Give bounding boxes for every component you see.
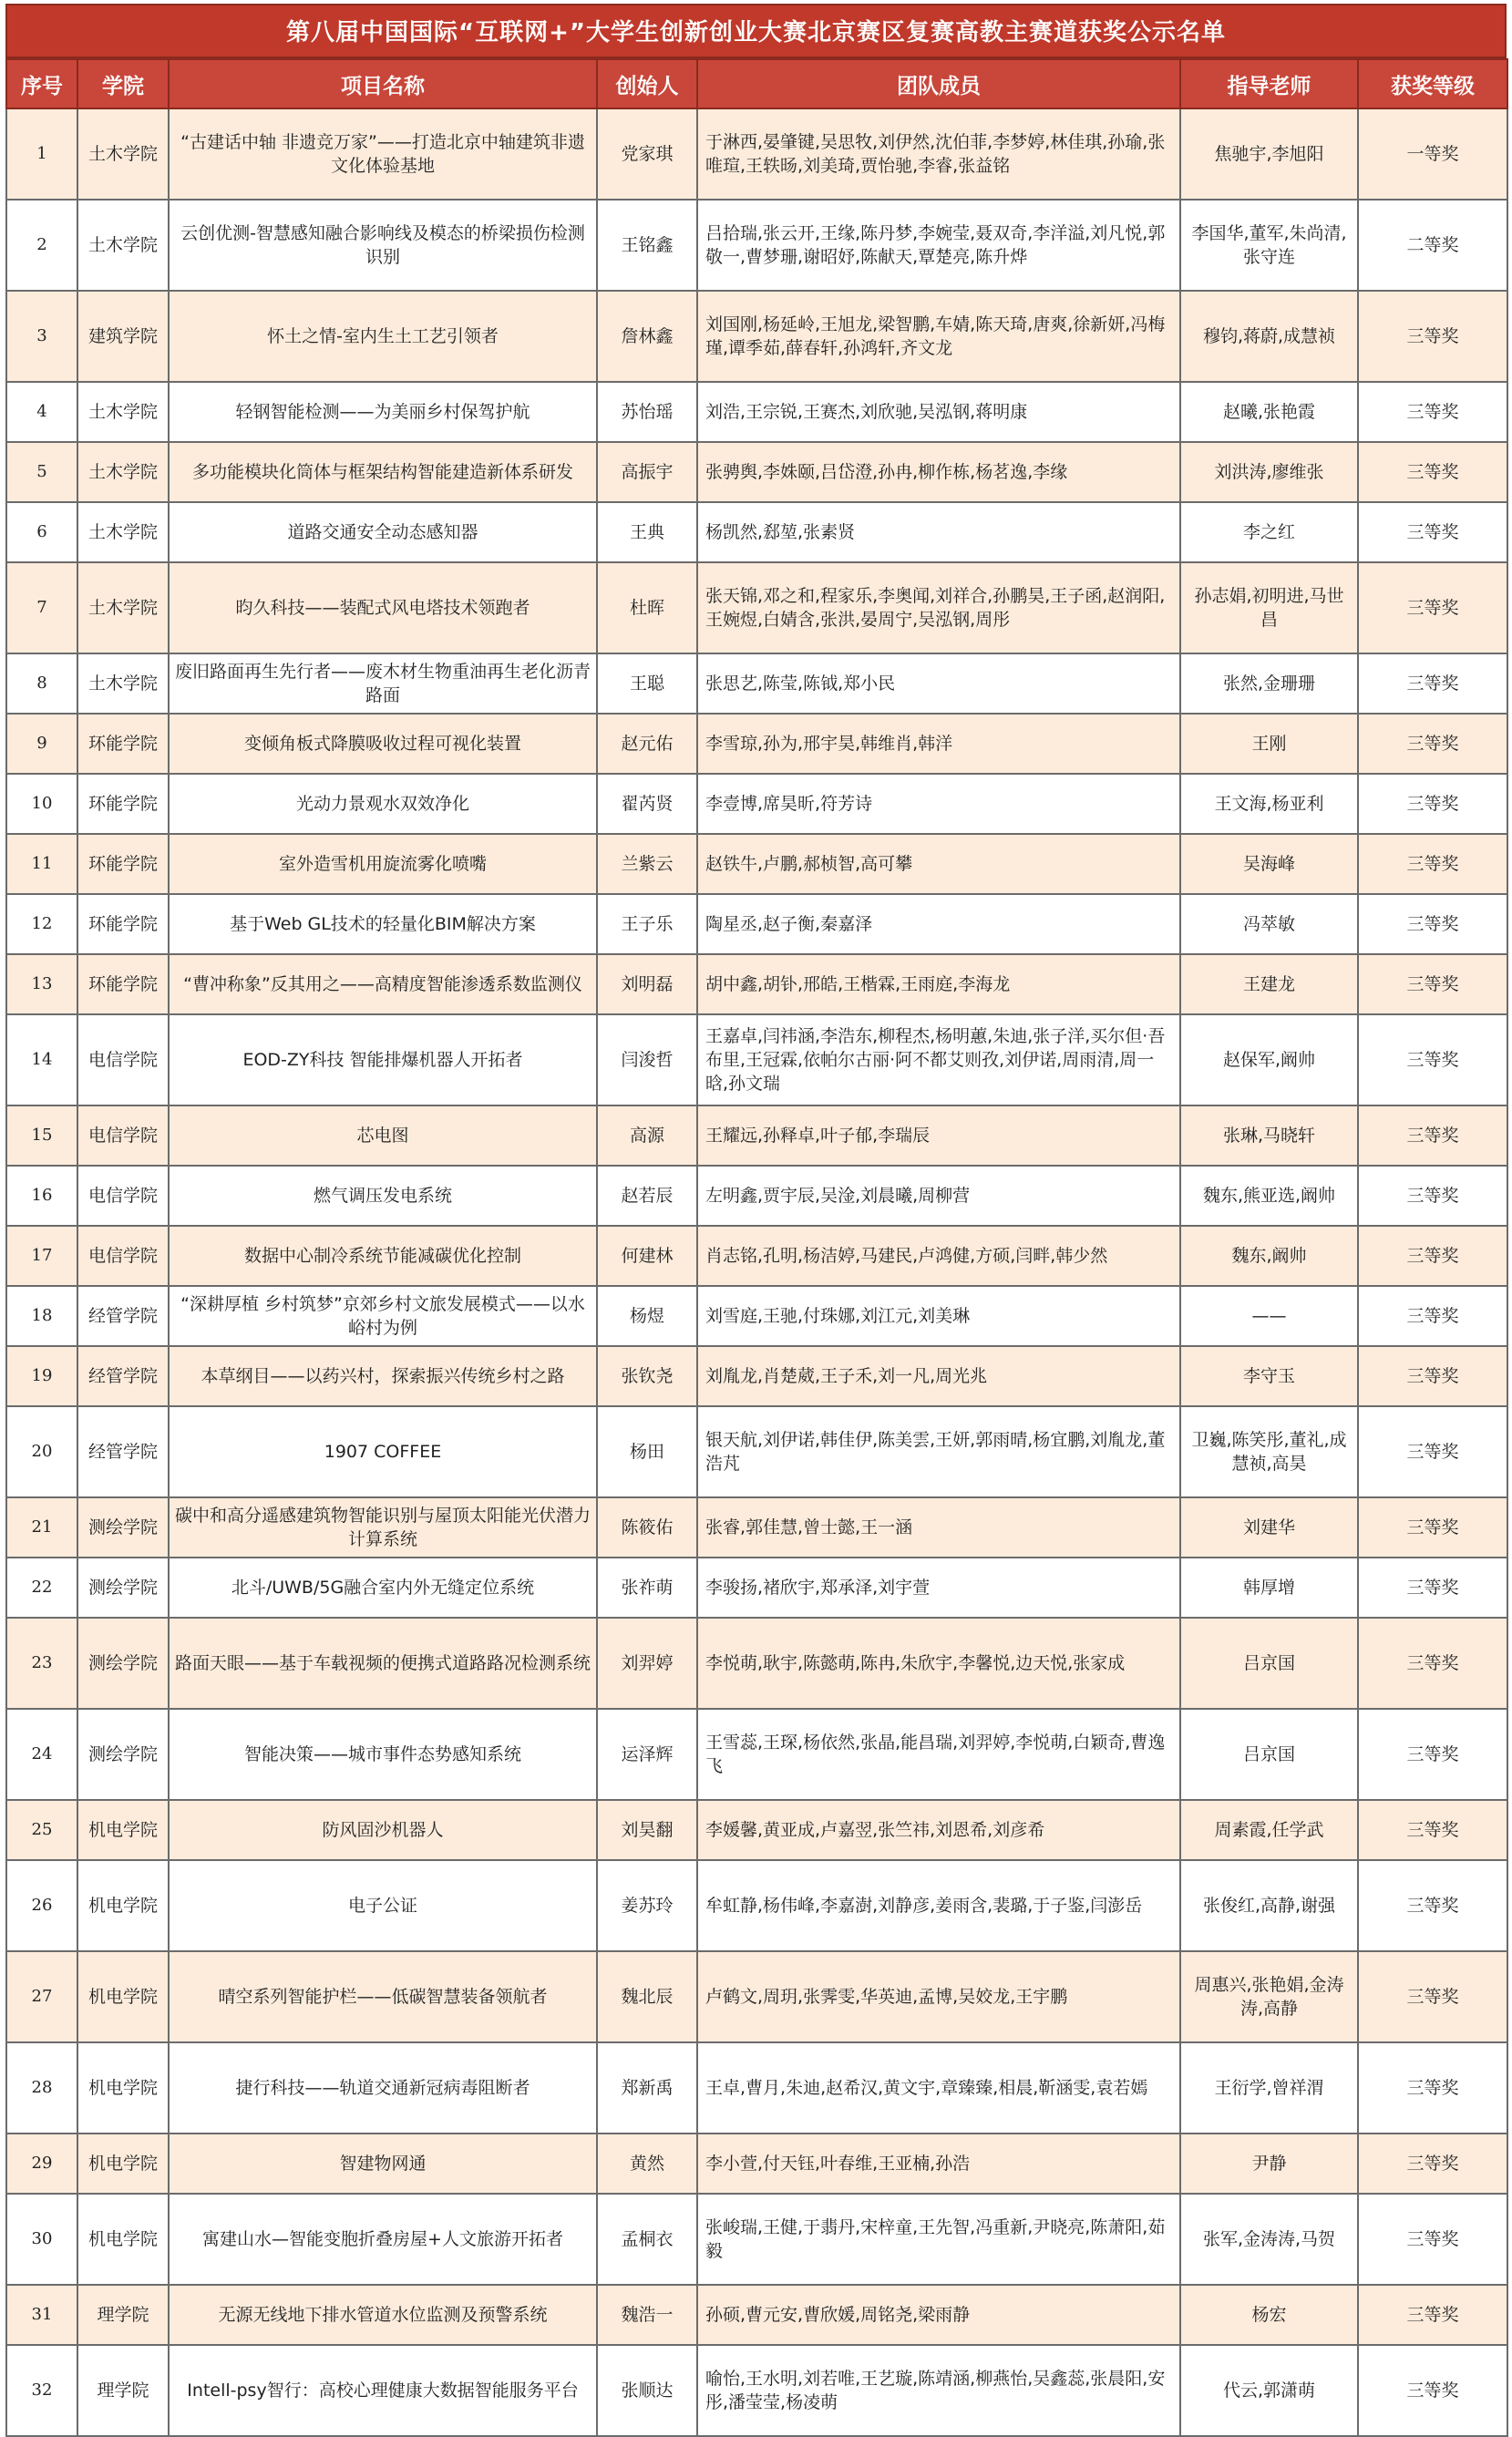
row-advisor: 魏东,熊亚选,阚帅 xyxy=(1180,1166,1358,1226)
row-advisor: 代云,郭潇萌 xyxy=(1180,2345,1358,2436)
row-award-level: 三等奖 xyxy=(1358,1618,1507,1709)
row-team-members: 李雪琼,孙为,邢宇昊,韩维肖,韩洋 xyxy=(697,714,1180,774)
row-advisor: 王文海,杨亚利 xyxy=(1180,774,1358,834)
row-project-name: 昀久科技——装配式风电塔技术领跑者 xyxy=(169,562,597,653)
row-number: 26 xyxy=(6,1860,77,1951)
row-award-level: 三等奖 xyxy=(1358,774,1507,834)
row-college: 测绘学院 xyxy=(77,1558,169,1618)
row-advisor: —— xyxy=(1180,1286,1358,1346)
row-team-members: 张峻瑞,王健,于翡丹,宋梓童,王先智,冯重新,尹晓亮,陈萧阳,茹毅 xyxy=(697,2194,1180,2285)
row-number: 32 xyxy=(6,2345,77,2436)
row-team-members: 左明鑫,贾宇辰,吴淦,刘晨曦,周柳营 xyxy=(697,1166,1180,1226)
row-founder: 王铭鑫 xyxy=(597,200,697,291)
row-award-level: 三等奖 xyxy=(1358,442,1507,502)
row-founder: 运泽辉 xyxy=(597,1709,697,1800)
row-college: 环能学院 xyxy=(77,954,169,1014)
row-college: 机电学院 xyxy=(77,2134,169,2194)
row-award-level: 三等奖 xyxy=(1358,894,1507,954)
row-project-name: 基于Web GL技术的轻量化BIM解决方案 xyxy=(169,894,597,954)
row-award-level: 三等奖 xyxy=(1358,1951,1507,2042)
row-college: 测绘学院 xyxy=(77,1709,169,1800)
table-row xyxy=(6,1166,1507,1226)
row-college: 建筑学院 xyxy=(77,291,169,382)
row-founder: 高振宇 xyxy=(597,442,697,502)
row-project-name: 无源无线地下排水管道水位监测及预警系统 xyxy=(169,2285,597,2345)
table-row xyxy=(6,1014,1507,1105)
row-advisor: 王刚 xyxy=(1180,714,1358,774)
table-row xyxy=(6,1497,1507,1558)
row-number: 27 xyxy=(6,1951,77,2042)
row-project-name: 晴空系列智能护栏——低碳智慧装备领航者 xyxy=(169,1951,597,2042)
row-advisor: 魏东,阚帅 xyxy=(1180,1226,1358,1286)
row-award-level: 三等奖 xyxy=(1358,653,1507,714)
row-award-level: 三等奖 xyxy=(1358,834,1507,894)
header-advisor: 指导老师 xyxy=(1180,59,1358,108)
row-college: 测绘学院 xyxy=(77,1618,169,1709)
row-team-members: 牟虹静,杨伟峰,李嘉澍,刘静彦,姜雨含,裴璐,于子鉴,闫澎岳 xyxy=(697,1860,1180,1951)
row-advisor: 吴海峰 xyxy=(1180,834,1358,894)
row-number: 31 xyxy=(6,2285,77,2345)
row-advisor: 赵曦,张艳霞 xyxy=(1180,382,1358,442)
row-project-name: 废旧路面再生先行者——废木材生物重油再生老化沥青路面 xyxy=(169,653,597,714)
row-project-name: 捷行科技——轨道交通新冠病毒阻断者 xyxy=(169,2042,597,2134)
table-row xyxy=(6,1226,1507,1286)
row-number: 15 xyxy=(6,1105,77,1166)
row-team-members: 卢鹤文,周玥,张霁雯,华英迪,孟博,吴姣龙,王宇鹏 xyxy=(697,1951,1180,2042)
table-row xyxy=(6,834,1507,894)
row-award-level: 三等奖 xyxy=(1358,1226,1507,1286)
row-college: 土木学院 xyxy=(77,382,169,442)
row-award-level: 三等奖 xyxy=(1358,2194,1507,2285)
row-team-members: 李壹博,席昊昕,符芳诗 xyxy=(697,774,1180,834)
row-college: 电信学院 xyxy=(77,1105,169,1166)
row-project-name: 路面天眼——基于车载视频的便携式道路路况检测系统 xyxy=(169,1618,597,1709)
row-college: 土木学院 xyxy=(77,502,169,562)
table-row xyxy=(6,1346,1507,1406)
row-advisor: 焦驰宇,李旭阳 xyxy=(1180,108,1358,200)
row-team-members: 王雪蕊,王琛,杨依然,张晶,能昌瑞,刘羿婷,李悦萌,白颖奇,曹逸飞 xyxy=(697,1709,1180,1800)
row-project-name: 光动力景观水双效净化 xyxy=(169,774,597,834)
row-college: 理学院 xyxy=(77,2285,169,2345)
table-row xyxy=(6,2285,1507,2345)
row-advisor: 李国华,董军,朱尚清,张守连 xyxy=(1180,200,1358,291)
row-founder: 姜苏玲 xyxy=(597,1860,697,1951)
table-row xyxy=(6,1709,1507,1800)
row-number: 10 xyxy=(6,774,77,834)
row-team-members: 刘浩,王宗锐,王赛杰,刘欣驰,吴泓钢,蒋明康 xyxy=(697,382,1180,442)
row-number: 3 xyxy=(6,291,77,382)
row-college: 土木学院 xyxy=(77,108,169,200)
row-number: 16 xyxy=(6,1166,77,1226)
row-project-name: “深耕厚植 乡村筑梦”京郊乡村文旅发展模式——以水峪村为例 xyxy=(169,1286,597,1346)
row-award-level: 三等奖 xyxy=(1358,1014,1507,1105)
row-founder: 高源 xyxy=(597,1105,697,1166)
row-founder: 詹林鑫 xyxy=(597,291,697,382)
table-row xyxy=(6,1860,1507,1951)
row-number: 6 xyxy=(6,502,77,562)
header-founder: 创始人 xyxy=(597,59,697,108)
row-advisor: 吕京国 xyxy=(1180,1709,1358,1800)
row-advisor: 王衍学,曾祥渭 xyxy=(1180,2042,1358,2134)
row-team-members: 张睿,郭佳慧,曾士懿,王一涵 xyxy=(697,1497,1180,1558)
row-number: 23 xyxy=(6,1618,77,1709)
table-row xyxy=(6,1286,1507,1346)
row-project-name: 室外造雪机用旋流雾化喷嘴 xyxy=(169,834,597,894)
row-team-members: 肖志铭,孔明,杨洁婷,马建民,卢鸿健,方硕,闫畔,韩少然 xyxy=(697,1226,1180,1286)
row-college: 环能学院 xyxy=(77,894,169,954)
row-number: 5 xyxy=(6,442,77,502)
header-award: 获奖等级 xyxy=(1358,59,1507,108)
row-college: 土木学院 xyxy=(77,200,169,291)
row-award-level: 三等奖 xyxy=(1358,1286,1507,1346)
row-advisor: 张然,金珊珊 xyxy=(1180,653,1358,714)
row-college: 机电学院 xyxy=(77,2194,169,2285)
row-college: 测绘学院 xyxy=(77,1497,169,1558)
row-project-name: 北斗/UWB/5G融合室内外无缝定位系统 xyxy=(169,1558,597,1618)
row-college: 机电学院 xyxy=(77,1951,169,2042)
row-college: 经管学院 xyxy=(77,1406,169,1497)
row-number: 21 xyxy=(6,1497,77,1558)
row-number: 29 xyxy=(6,2134,77,2194)
row-project-name: 智能决策——城市事件态势感知系统 xyxy=(169,1709,597,1800)
row-team-members: 胡中鑫,胡钋,邢皓,王楷霖,王雨庭,李海龙 xyxy=(697,954,1180,1014)
row-team-members: 杨凯然,郄堃,张素贤 xyxy=(697,502,1180,562)
table-header-row xyxy=(6,59,1507,108)
row-team-members: 王耀远,孙释卓,叶子郁,李瑞辰 xyxy=(697,1105,1180,1166)
row-number: 17 xyxy=(6,1226,77,1286)
row-advisor: 周素霞,任学武 xyxy=(1180,1800,1358,1860)
row-college: 电信学院 xyxy=(77,1226,169,1286)
row-team-members: 刘胤龙,肖楚葳,王子禾,刘一凡,周光兆 xyxy=(697,1346,1180,1406)
row-award-level: 三等奖 xyxy=(1358,714,1507,774)
row-advisor: 吕京国 xyxy=(1180,1618,1358,1709)
row-founder: 杨煜 xyxy=(597,1286,697,1346)
row-project-name: 本草纲目——以药兴村，探索振兴传统乡村之路 xyxy=(169,1346,597,1406)
row-team-members: 孙硕,曹元安,曹欣媛,周铭尧,梁雨静 xyxy=(697,2285,1180,2345)
row-advisor: 李之红 xyxy=(1180,502,1358,562)
row-founder: 苏怡瑶 xyxy=(597,382,697,442)
table-row xyxy=(6,653,1507,714)
row-project-name: “古建话中轴 非遗竞万家”——打造北京中轴建筑非遗文化体验基地 xyxy=(169,108,597,200)
row-college: 机电学院 xyxy=(77,1800,169,1860)
row-team-members: 陶星丞,赵子衡,秦嘉泽 xyxy=(697,894,1180,954)
row-team-members: 李悦萌,耿宇,陈懿萌,陈冉,朱欣宇,李馨悦,边天悦,张家成 xyxy=(697,1618,1180,1709)
table-row xyxy=(6,108,1507,200)
row-founder: 兰紫云 xyxy=(597,834,697,894)
row-project-name: 智建物网通 xyxy=(169,2134,597,2194)
row-founder: 王典 xyxy=(597,502,697,562)
row-project-name: 变倾角板式降膜吸收过程可视化装置 xyxy=(169,714,597,774)
row-project-name: 轻钢智能检测——为美丽乡村保驾护航 xyxy=(169,382,597,442)
table-row xyxy=(6,502,1507,562)
row-number: 11 xyxy=(6,834,77,894)
table-row xyxy=(6,954,1507,1014)
row-number: 20 xyxy=(6,1406,77,1497)
row-advisor: 王建龙 xyxy=(1180,954,1358,1014)
table-row xyxy=(6,714,1507,774)
row-number: 9 xyxy=(6,714,77,774)
row-project-name: 碳中和高分遥感建筑物智能识别与屋顶太阳能光伏潜力计算系统 xyxy=(169,1497,597,1558)
row-college: 经管学院 xyxy=(77,1346,169,1406)
row-team-members: 刘雪庭,王驰,付珠娜,刘江元,刘美琳 xyxy=(697,1286,1180,1346)
row-number: 4 xyxy=(6,382,77,442)
row-award-level: 三等奖 xyxy=(1358,1860,1507,1951)
row-team-members: 银天航,刘伊诺,韩佳伊,陈美雲,王妍,郭雨晴,杨宜鹏,刘胤龙,董浩芃 xyxy=(697,1406,1180,1497)
row-college: 机电学院 xyxy=(77,1860,169,1951)
table-row xyxy=(6,2042,1507,2134)
award-table-body xyxy=(6,108,1507,2436)
row-founder: 王聪 xyxy=(597,653,697,714)
row-project-name: 怀土之情-室内生土工艺引领者 xyxy=(169,291,597,382)
row-number: 24 xyxy=(6,1709,77,1800)
row-number: 25 xyxy=(6,1800,77,1860)
row-number: 2 xyxy=(6,200,77,291)
row-award-level: 三等奖 xyxy=(1358,1709,1507,1800)
row-team-members: 李骏扬,褚欣宇,郑承泽,刘宇萱 xyxy=(697,1558,1180,1618)
table-row xyxy=(6,1951,1507,2042)
row-award-level: 三等奖 xyxy=(1358,954,1507,1014)
row-project-name: 道路交通安全动态感知器 xyxy=(169,502,597,562)
row-founder: 刘明磊 xyxy=(597,954,697,1014)
row-award-level: 三等奖 xyxy=(1358,562,1507,653)
row-college: 电信学院 xyxy=(77,1166,169,1226)
row-college: 机电学院 xyxy=(77,2042,169,2134)
row-project-name: 1907 COFFEE xyxy=(169,1406,597,1497)
row-number: 14 xyxy=(6,1014,77,1105)
row-founder: 翟芮贤 xyxy=(597,774,697,834)
table-row xyxy=(6,894,1507,954)
row-advisor: 张俊红,高静,谢强 xyxy=(1180,1860,1358,1951)
row-college: 电信学院 xyxy=(77,1014,169,1105)
row-team-members: 吕拾瑞,张云开,王缘,陈丹梦,李婉莹,聂双奇,李洋溢,刘凡悦,郭敬一,曹梦珊,谢昭妤,陈献天,覃楚亮,陈升烨 xyxy=(697,200,1180,291)
row-team-members: 李小萱,付天钰,叶春维,王亚楠,孙浩 xyxy=(697,2134,1180,2194)
row-team-members: 张天锦,邓之和,程家乐,李奥闻,刘祥合,孙鹏昊,王子函,赵润阳,王婉煜,白婧含,张洪,晏周宁,吴泓钢,周彤 xyxy=(697,562,1180,653)
row-number: 7 xyxy=(6,562,77,653)
row-founder: 黄然 xyxy=(597,2134,697,2194)
row-project-name: 云创优测-智慧感知融合影响线及模态的桥梁损伤检测识别 xyxy=(169,200,597,291)
row-advisor: 张琳,马晓轩 xyxy=(1180,1105,1358,1166)
row-team-members: 张思艺,陈莹,陈钺,郑小民 xyxy=(697,653,1180,714)
row-founder: 赵若辰 xyxy=(597,1166,697,1226)
row-advisor: 卫巍,陈笑彤,董礼,成慧祯,高昊 xyxy=(1180,1406,1358,1497)
page-title: 第八届中国国际“互联网+”大学生创新创业大赛北京赛区复赛高教主赛道获奖公示名单 xyxy=(5,4,1507,58)
row-number: 30 xyxy=(6,2194,77,2285)
row-college: 土木学院 xyxy=(77,442,169,502)
row-college: 土木学院 xyxy=(77,562,169,653)
row-number: 28 xyxy=(6,2042,77,2134)
row-number: 12 xyxy=(6,894,77,954)
row-award-level: 三等奖 xyxy=(1358,1497,1507,1558)
row-advisor: 刘建华 xyxy=(1180,1497,1358,1558)
header-project: 项目名称 xyxy=(169,59,597,108)
row-advisor: 李守玉 xyxy=(1180,1346,1358,1406)
row-college: 环能学院 xyxy=(77,834,169,894)
row-advisor: 杨宏 xyxy=(1180,2285,1358,2345)
award-list-sheet xyxy=(5,4,1507,2412)
table-row xyxy=(6,562,1507,653)
row-project-name: 寓建山水—智能变胞折叠房屋+人文旅游开拓者 xyxy=(169,2194,597,2285)
table-row xyxy=(6,2194,1507,2285)
row-award-level: 三等奖 xyxy=(1358,1166,1507,1226)
row-advisor: 赵保军,阚帅 xyxy=(1180,1014,1358,1105)
row-project-name: 多功能模块化筒体与框架结构智能建造新体系研发 xyxy=(169,442,597,502)
row-founder: 张顺达 xyxy=(597,2345,697,2436)
row-award-level: 三等奖 xyxy=(1358,1346,1507,1406)
row-award-level: 三等奖 xyxy=(1358,1800,1507,1860)
row-team-members: 于淋西,晏肇键,吴思牧,刘伊然,沈伯菲,李梦婷,林佳琪,孙瑜,张唯瑄,王轶旸,刘美琦,贾怡驰,李睿,张益铭 xyxy=(697,108,1180,200)
table-row xyxy=(6,1105,1507,1166)
award-table xyxy=(5,58,1508,2437)
row-founder: 陈筱佑 xyxy=(597,1497,697,1558)
row-award-level: 三等奖 xyxy=(1358,1105,1507,1166)
row-team-members: 王嘉卓,闫祎涵,李浩东,柳程杰,杨明蕙,朱迪,张子洋,买尔但·吾布里,王冠霖,依帕尔古丽·阿不都艾则孜,刘伊诺,周雨清,周一晗,孙文瑞 xyxy=(697,1014,1180,1105)
row-advisor: 刘洪涛,廖维张 xyxy=(1180,442,1358,502)
row-award-level: 二等奖 xyxy=(1358,200,1507,291)
row-project-name: 防风固沙机器人 xyxy=(169,1800,597,1860)
header-members: 团队成员 xyxy=(697,59,1180,108)
row-award-level: 三等奖 xyxy=(1358,2134,1507,2194)
row-award-level: 三等奖 xyxy=(1358,382,1507,442)
table-row xyxy=(6,2345,1507,2436)
table-row xyxy=(6,1618,1507,1709)
row-college: 理学院 xyxy=(77,2345,169,2436)
row-project-name: “曹冲称象”反其用之——高精度智能渗透系数监测仪 xyxy=(169,954,597,1014)
row-advisor: 穆钧,蒋蔚,成慧祯 xyxy=(1180,291,1358,382)
row-number: 22 xyxy=(6,1558,77,1618)
table-row xyxy=(6,200,1507,291)
row-founder: 杨田 xyxy=(597,1406,697,1497)
row-number: 8 xyxy=(6,653,77,714)
row-team-members: 喻怡,王水明,刘若唯,王艺璇,陈靖涵,柳燕怡,吴鑫蕊,张晨阳,安彤,潘莹莹,杨凌萌 xyxy=(697,2345,1180,2436)
row-award-level: 三等奖 xyxy=(1358,1558,1507,1618)
row-number: 1 xyxy=(6,108,77,200)
row-project-name: 数据中心制冷系统节能减碳优化控制 xyxy=(169,1226,597,1286)
row-founder: 刘羿婷 xyxy=(597,1618,697,1709)
row-team-members: 李媛馨,黄亚成,卢嘉翌,张竺祎,刘恩希,刘彦希 xyxy=(697,1800,1180,1860)
table-row xyxy=(6,2134,1507,2194)
row-founder: 闫浚哲 xyxy=(597,1014,697,1105)
table-row xyxy=(6,442,1507,502)
row-award-level: 一等奖 xyxy=(1358,108,1507,200)
header-college: 学院 xyxy=(77,59,169,108)
table-row xyxy=(6,291,1507,382)
row-award-level: 三等奖 xyxy=(1358,291,1507,382)
row-project-name: EOD-ZY科技 智能排爆机器人开拓者 xyxy=(169,1014,597,1105)
row-advisor: 周惠兴,张艳娟,金涛涛,高静 xyxy=(1180,1951,1358,2042)
row-founder: 何建林 xyxy=(597,1226,697,1286)
row-advisor: 尹静 xyxy=(1180,2134,1358,2194)
row-award-level: 三等奖 xyxy=(1358,2042,1507,2134)
row-founder: 张祚萌 xyxy=(597,1558,697,1618)
row-founder: 魏北辰 xyxy=(597,1951,697,2042)
row-project-name: Intell-psy智行：高校心理健康大数据智能服务平台 xyxy=(169,2345,597,2436)
row-award-level: 三等奖 xyxy=(1358,2345,1507,2436)
header-no: 序号 xyxy=(6,59,77,108)
row-team-members: 张骋舆,李姝颐,吕岱澄,孙冉,柳作栋,杨茗逸,李缘 xyxy=(697,442,1180,502)
row-number: 19 xyxy=(6,1346,77,1406)
row-founder: 张钦尧 xyxy=(597,1346,697,1406)
row-college: 土木学院 xyxy=(77,653,169,714)
row-number: 13 xyxy=(6,954,77,1014)
table-row xyxy=(6,382,1507,442)
table-row xyxy=(6,774,1507,834)
row-founder: 孟桐衣 xyxy=(597,2194,697,2285)
row-founder: 魏浩一 xyxy=(597,2285,697,2345)
row-award-level: 三等奖 xyxy=(1358,1406,1507,1497)
row-founder: 郑新禹 xyxy=(597,2042,697,2134)
row-college: 经管学院 xyxy=(77,1286,169,1346)
row-advisor: 冯萃敏 xyxy=(1180,894,1358,954)
row-founder: 王子乐 xyxy=(597,894,697,954)
row-founder: 党家琪 xyxy=(597,108,697,200)
row-founder: 刘昊翻 xyxy=(597,1800,697,1860)
row-founder: 赵元佑 xyxy=(597,714,697,774)
row-founder: 杜晖 xyxy=(597,562,697,653)
row-project-name: 燃气调压发电系统 xyxy=(169,1166,597,1226)
table-row xyxy=(6,1558,1507,1618)
row-team-members: 王卓,曹月,朱迪,赵希汉,黄文宇,章臻臻,相晨,靳涵雯,袁若嫣 xyxy=(697,2042,1180,2134)
row-project-name: 电子公证 xyxy=(169,1860,597,1951)
row-college: 环能学院 xyxy=(77,774,169,834)
row-college: 环能学院 xyxy=(77,714,169,774)
row-number: 18 xyxy=(6,1286,77,1346)
table-row xyxy=(6,1406,1507,1497)
row-team-members: 刘国刚,杨延岭,王旭龙,梁智鹏,车婧,陈天琦,唐爽,徐新妍,冯梅瑾,谭季茹,薛春轩,孙鸿轩,齐文龙 xyxy=(697,291,1180,382)
row-advisor: 孙志娟,初明进,马世昌 xyxy=(1180,562,1358,653)
row-award-level: 三等奖 xyxy=(1358,2285,1507,2345)
row-project-name: 芯电图 xyxy=(169,1105,597,1166)
table-row xyxy=(6,1800,1507,1860)
row-award-level: 三等奖 xyxy=(1358,502,1507,562)
row-team-members: 赵铁牛,卢鹏,郝桢智,高可攀 xyxy=(697,834,1180,894)
row-advisor: 张军,金涛涛,马贺 xyxy=(1180,2194,1358,2285)
row-advisor: 韩厚增 xyxy=(1180,1558,1358,1618)
